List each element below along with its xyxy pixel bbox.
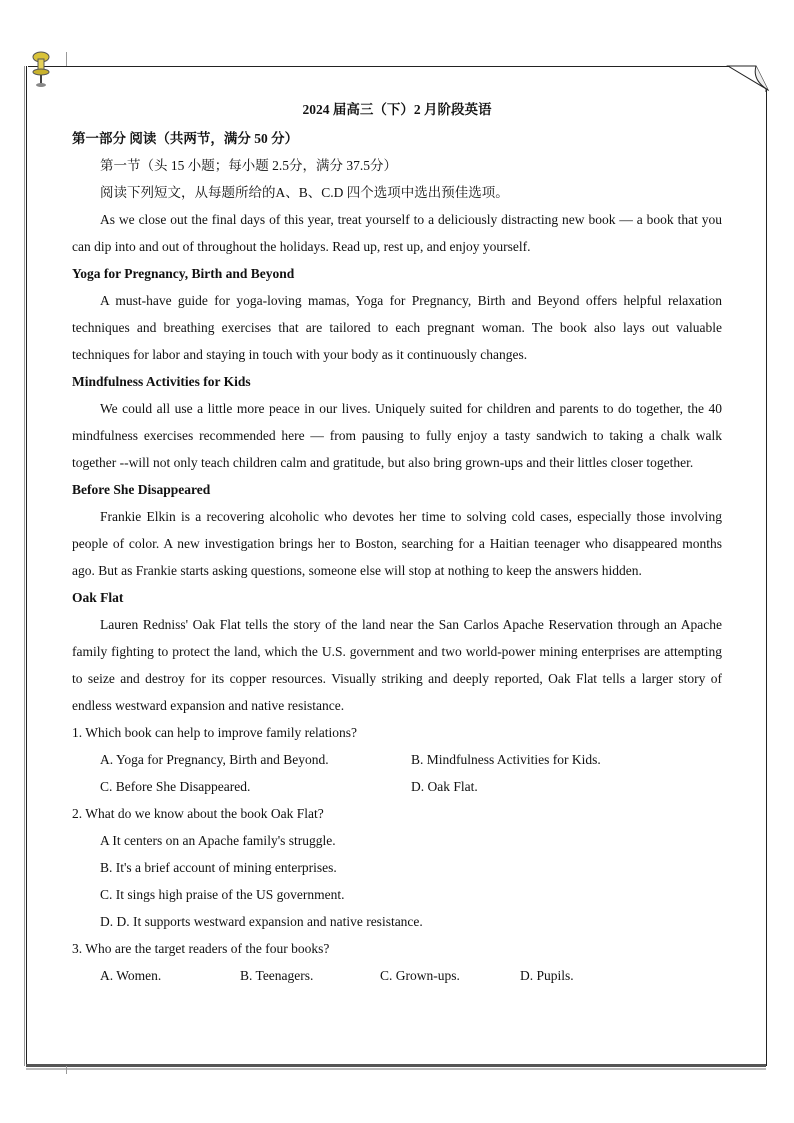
book-description: A must-have guide for yoga-loving mamas, Yoga for Pregnancy, Birth and Beyond offers helpful relaxation techniques and breathing exercises that are tailored to each pregnant woman. The book also lays out valuable techniques for labor and staying in touch with your body as it continuously changes. bbox=[72, 293, 722, 362]
pushpin-icon bbox=[30, 50, 52, 90]
option: D. Pupils. bbox=[520, 968, 574, 983]
book-title: Oak Flat bbox=[72, 590, 124, 605]
document-body bbox=[72, 98, 722, 989]
frame-tick-top bbox=[66, 52, 67, 66]
intro-paragraph: As we close out the final days of this year, treat yourself to a deliciously distracting new book — a book that you can dip into and out of throughout the holidays. Read up, rest up, and enjoy yourself. bbox=[72, 212, 722, 254]
option-row bbox=[72, 962, 722, 989]
section-heading: 第一节（头 15 小题；每小题 2.5分，满分 37.5分） bbox=[100, 158, 397, 173]
book-title: Before She Disappeared bbox=[72, 482, 211, 497]
page-curl-icon bbox=[726, 64, 770, 94]
book-description: Frankie Elkin is a recovering alcoholic who devotes her time to solving cold cases, especially those involving people of color. A new investigation brings her to Boston, searching for a Haitian teenager who disappeared months ago. But as Frankie starts asking questions, someone else will stop at nothing to keep the answers hidden. bbox=[72, 509, 722, 578]
option: A. Women. bbox=[100, 968, 162, 983]
book-title: Mindfulness Activities for Kids bbox=[72, 374, 251, 389]
question-stem: 2. What do we know about the book Oak Flat? bbox=[72, 806, 324, 821]
part-heading: 第一部分 阅读（共两节，满分 50 分） bbox=[72, 131, 299, 146]
option: C. Grown-ups. bbox=[380, 968, 460, 983]
option: B. Teenagers. bbox=[240, 968, 314, 983]
option: B. It's a brief account of mining enterprises. bbox=[100, 860, 337, 875]
frame-top-border bbox=[28, 66, 734, 67]
frame-bottom-shadow bbox=[26, 1068, 766, 1070]
question-stem: 1. Which book can help to improve family relations? bbox=[72, 725, 358, 740]
page-title: 2024 届高三（下）2 月阶段英语 bbox=[302, 102, 492, 117]
option: A. Yoga for Pregnancy, Birth and Beyond. bbox=[100, 752, 329, 767]
question-stem: 3. Who are the target readers of the four books? bbox=[72, 941, 330, 956]
frame-right-border bbox=[766, 90, 767, 1066]
option: C. It sings high praise of the US government. bbox=[100, 887, 345, 902]
frame-left-border bbox=[26, 66, 27, 1064]
option-row bbox=[72, 773, 722, 800]
book-title: Yoga for Pregnancy, Birth and Beyond bbox=[72, 266, 295, 281]
book-description: Lauren Redniss' Oak Flat tells the story of the land near the San Carlos Apache Reservation through an Apache family fighting to protect the land, which the U.S. government and two world-power mining enterprises are attempting to seize and destroy for its copper resources. Visually striking and deeply reported, Oak Flat tells a larger story of endless westward expansion and native resistance. bbox=[72, 617, 722, 713]
option: A It centers on an Apache family's struggle. bbox=[100, 833, 336, 848]
option: C. Before She Disappeared. bbox=[100, 779, 251, 794]
option-row bbox=[72, 746, 722, 773]
book-description: We could all use a little more peace in our lives. Uniquely suited for children and parents to do together, the 40 mindfulness exercises recommended here — from pausing to fully enjoy a tasty sandwich to taking a chalk walk together --will not only teach children calm and gratitude, but also bring grown-ups and their littles closer together. bbox=[72, 401, 722, 470]
instruction: 阅读下列短文，从每题所给的A、B、C.D 四个选项中选出预佳选项。 bbox=[100, 185, 509, 200]
option: B. Mindfulness Activities for Kids. bbox=[411, 752, 601, 767]
frame-left-shadow bbox=[24, 66, 25, 1066]
frame-tick-bottom bbox=[66, 1066, 67, 1074]
option: D. D. It supports westward expansion and native resistance. bbox=[100, 914, 423, 929]
frame-bottom-border bbox=[26, 1064, 766, 1067]
option: D. Oak Flat. bbox=[411, 779, 478, 794]
